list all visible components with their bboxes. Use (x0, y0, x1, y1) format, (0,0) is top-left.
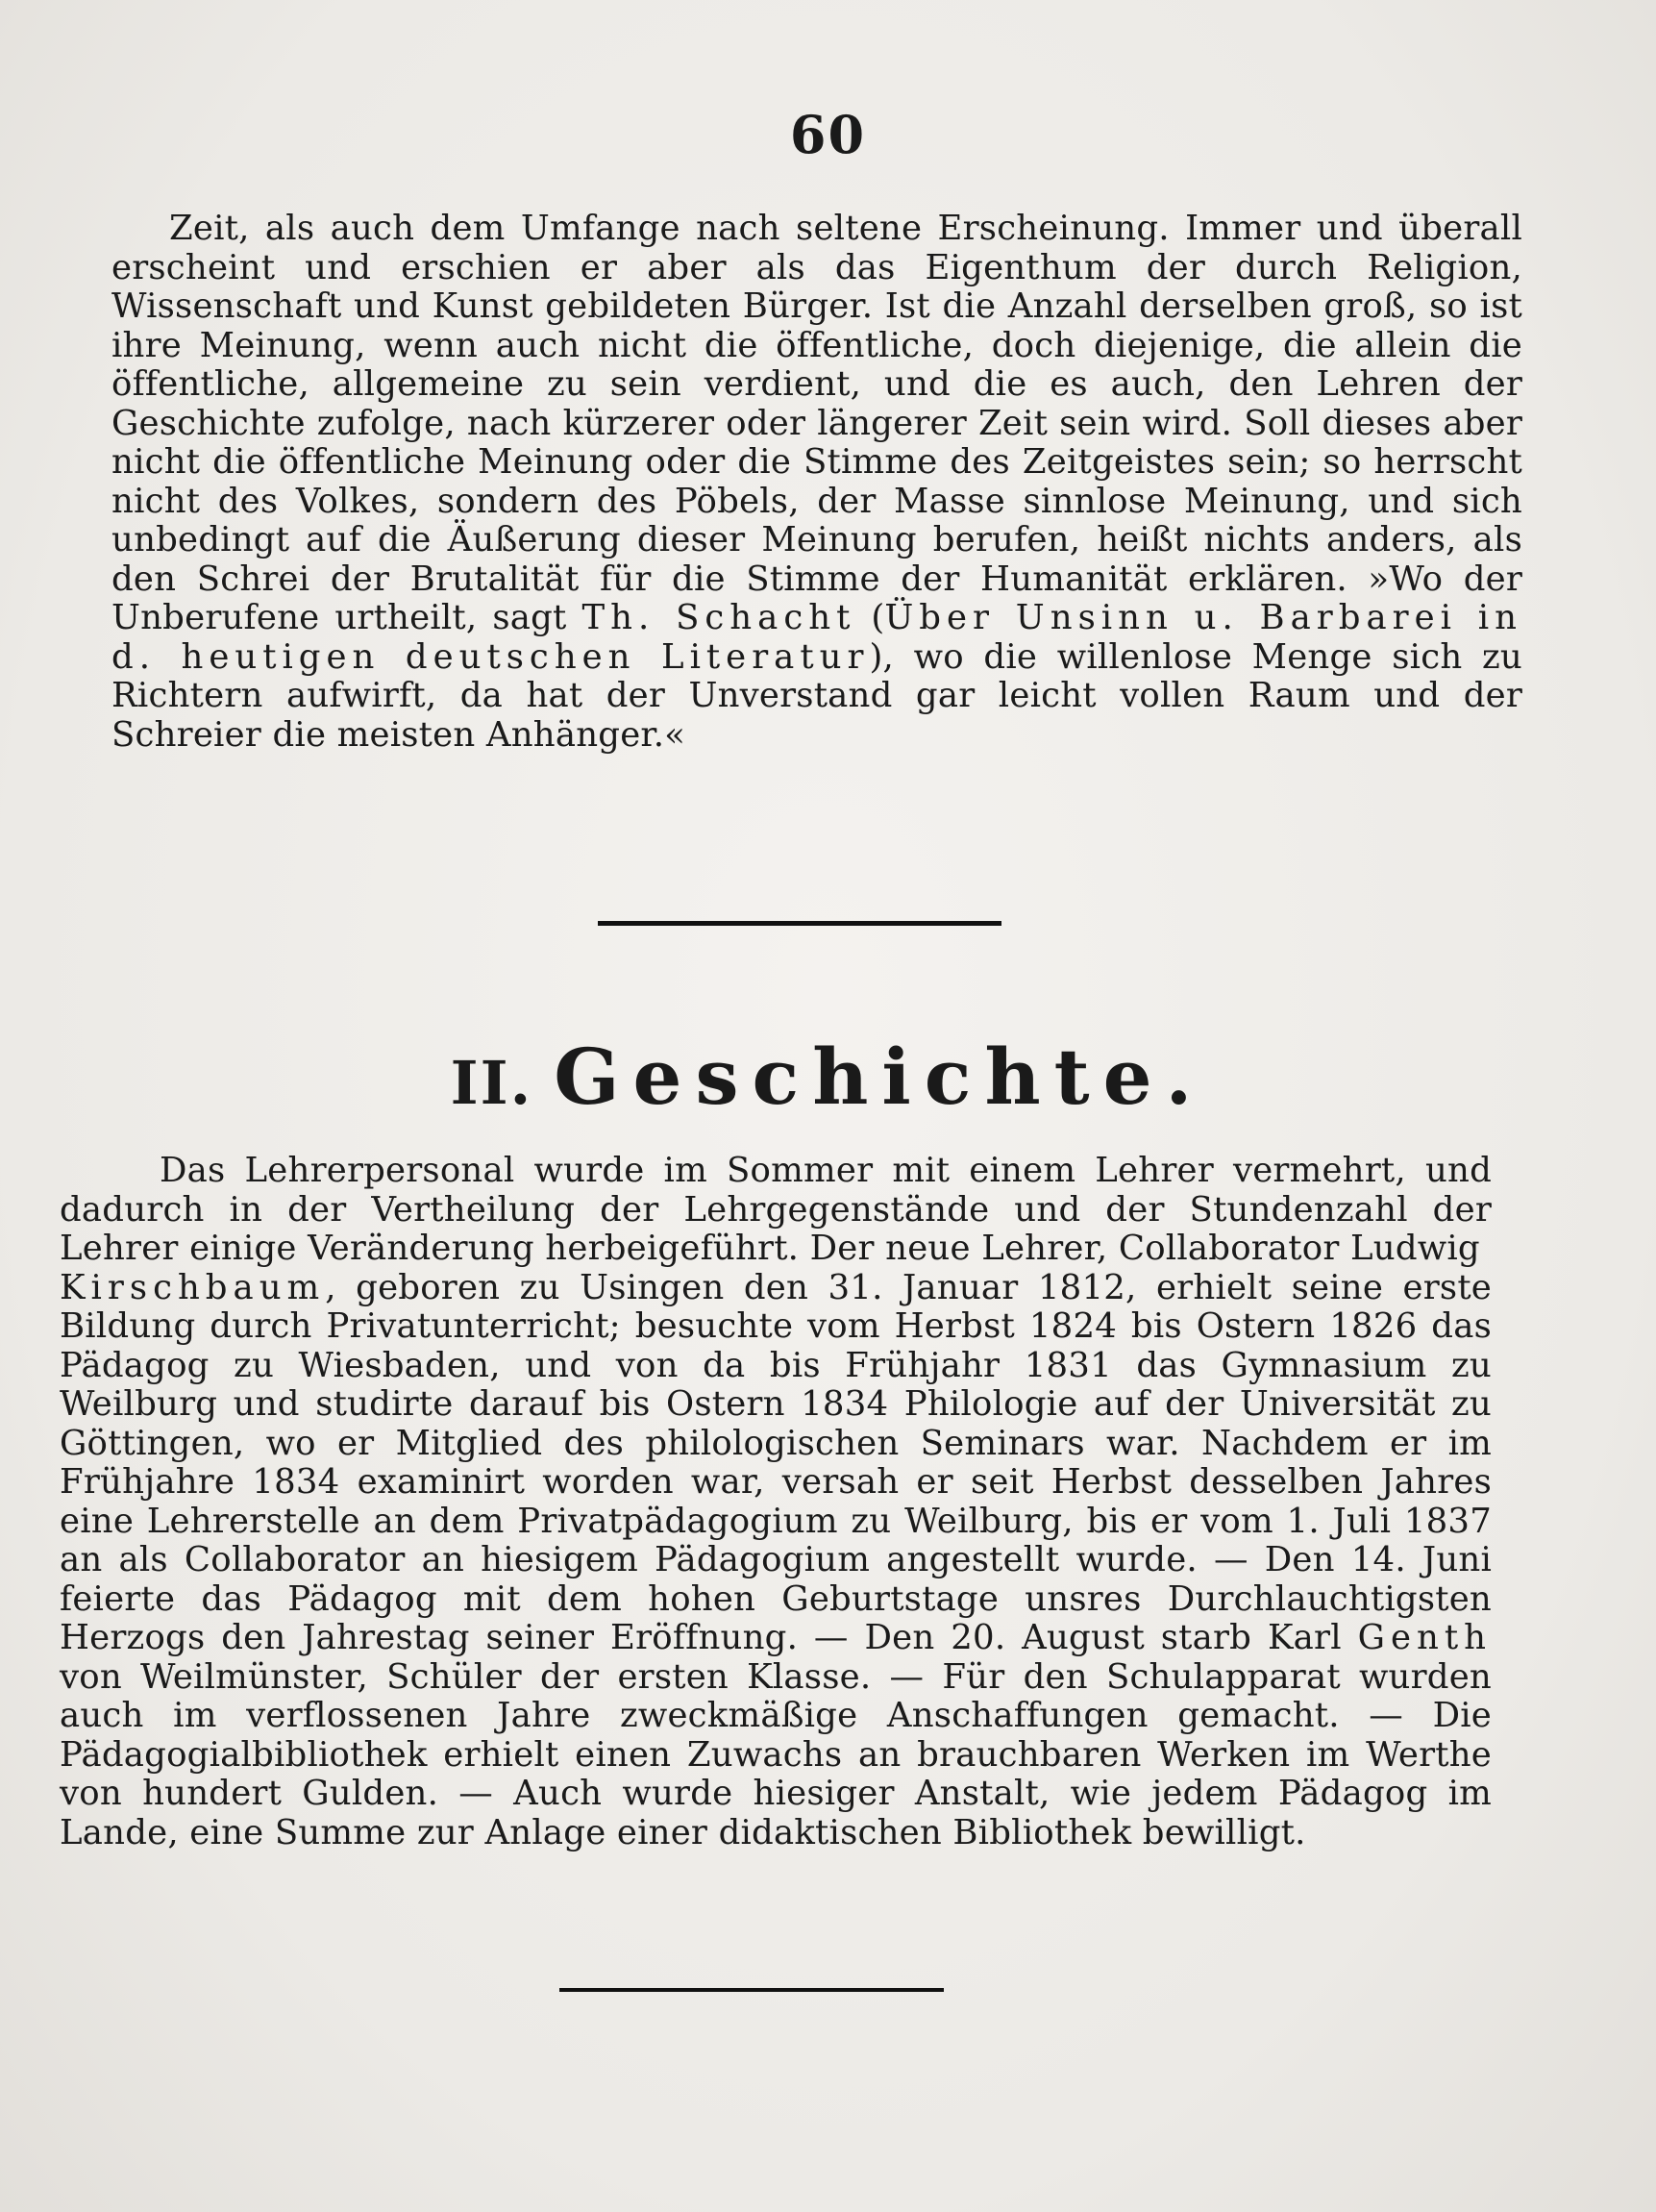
section-divider-bottom (559, 1988, 944, 1992)
page-number: 60 (789, 104, 867, 165)
paragraph-text: Zeit, als auch dem Umfange nach seltene Erscheinung. Immer und überall erscheint und erschien er aber als das Eigenthum der durch Religion, Wissenschaft und Kunst gebildeten Bürger. Ist die Anzahl derselben groß, so ist ihre Meinung, wenn auch nicht die öffentliche, doch diejenige, die allein die öffentliche, allgemeine zu sein verdient, und die es auch, den Lehren der Geschichte zufolge, nach kürzerer oder längerer Zeit sein wird. Soll dieses aber nicht die öffentliche Meinung oder die Stimme des Zeitgeistes sein; so herrscht nicht des Volkes, sondern des Pöbels, der Masse sinnlose Meinung, und sich unbedingt auf die Äußerung dieser Meinung berufen, heißt nichts anders, als den Schrei der Brutalität für die Stimme der Humanität erklären. »Wo der Unberufene urtheilt, sagt (111, 209, 1522, 637)
paragraph-text-end: ), wo die willenlose Menge sich zu Richtern aufwirft, da hat der Unverstand gar leicht vollen Raum und der Schreier die meisten Anhänger.« (111, 636, 1522, 755)
source-open-paren: ( (871, 598, 885, 637)
section-divider-top (598, 921, 1001, 926)
student-name: Genth (1357, 1618, 1492, 1657)
teacher-name: Kirschbaum (60, 1267, 326, 1307)
paragraph-text-end: von Weilmünster, Schüler der ersten Klasse. — Für den Schulapparat wurden auch im verflossenen Jahre zweckmäßige Anschaffungen gemacht. — Die Pädagogialbibliothek erhielt einen Zuwachs an brauchbaren Werken im Werthe von hundert Gulden. — Auch wurde hiesiger Anstalt, wie jedem Pädagog im Lande, eine Summe zur Anlage einer didaktischen Bibliothek bewilligt. (60, 1656, 1492, 1852)
section-heading (0, 1031, 1656, 1130)
author-name: Th. Schacht (581, 598, 856, 637)
paragraph-text-mid: , geboren zu Usingen den 31. Januar 1812, erhielt seine erste Bildung durch Privatunterricht; besuchte vom Herbst 1824 bis Ostern 1826 das Pädagog zu Wiesbaden, und von da bis Frühjahr 1831 das Gymnasium zu Weilburg und studirte darauf bis Ostern 1834 Philologie auf der Universität zu Göttingen, wo er Mitglied des philologischen Seminars war. Nachdem er im Frühjahre 1834 examinirt worden war, versah er seit Herbst desselben Jahres eine Lehrerstelle an dem Privatpädagogium zu Weilburg, bis er vom 1. Juli 1837 an als Collaborator an hiesigem Pädagogium angestellt wurde. — Den 14. Juni feierte das Pädagog mit dem hohen Geburtstage unsres Durchlauchtigsten Herzogs den Jahrestag seiner Eröffnung. — Den 20. August starb Karl (60, 1267, 1492, 1657)
section-title: Geschichte. (554, 1031, 1206, 1122)
paragraph-text: Das Lehrerpersonal wurde im Sommer mit einem Lehrer vermehrt, und dadurch in der Vertheilung der Lehrgegenstände und der Stundenzahl der Lehrer einige Veränderung herbeigeführt. Der neue Lehrer, Collaborator Ludwig (60, 1151, 1492, 1268)
source-title: Über Unsinn u. Barbarei in d. heutigen deutschen Literatur (111, 598, 1522, 677)
section-number: II. (450, 1048, 533, 1118)
paragraph-public-opinion (111, 210, 1522, 755)
paragraph-history (60, 1152, 1492, 1852)
